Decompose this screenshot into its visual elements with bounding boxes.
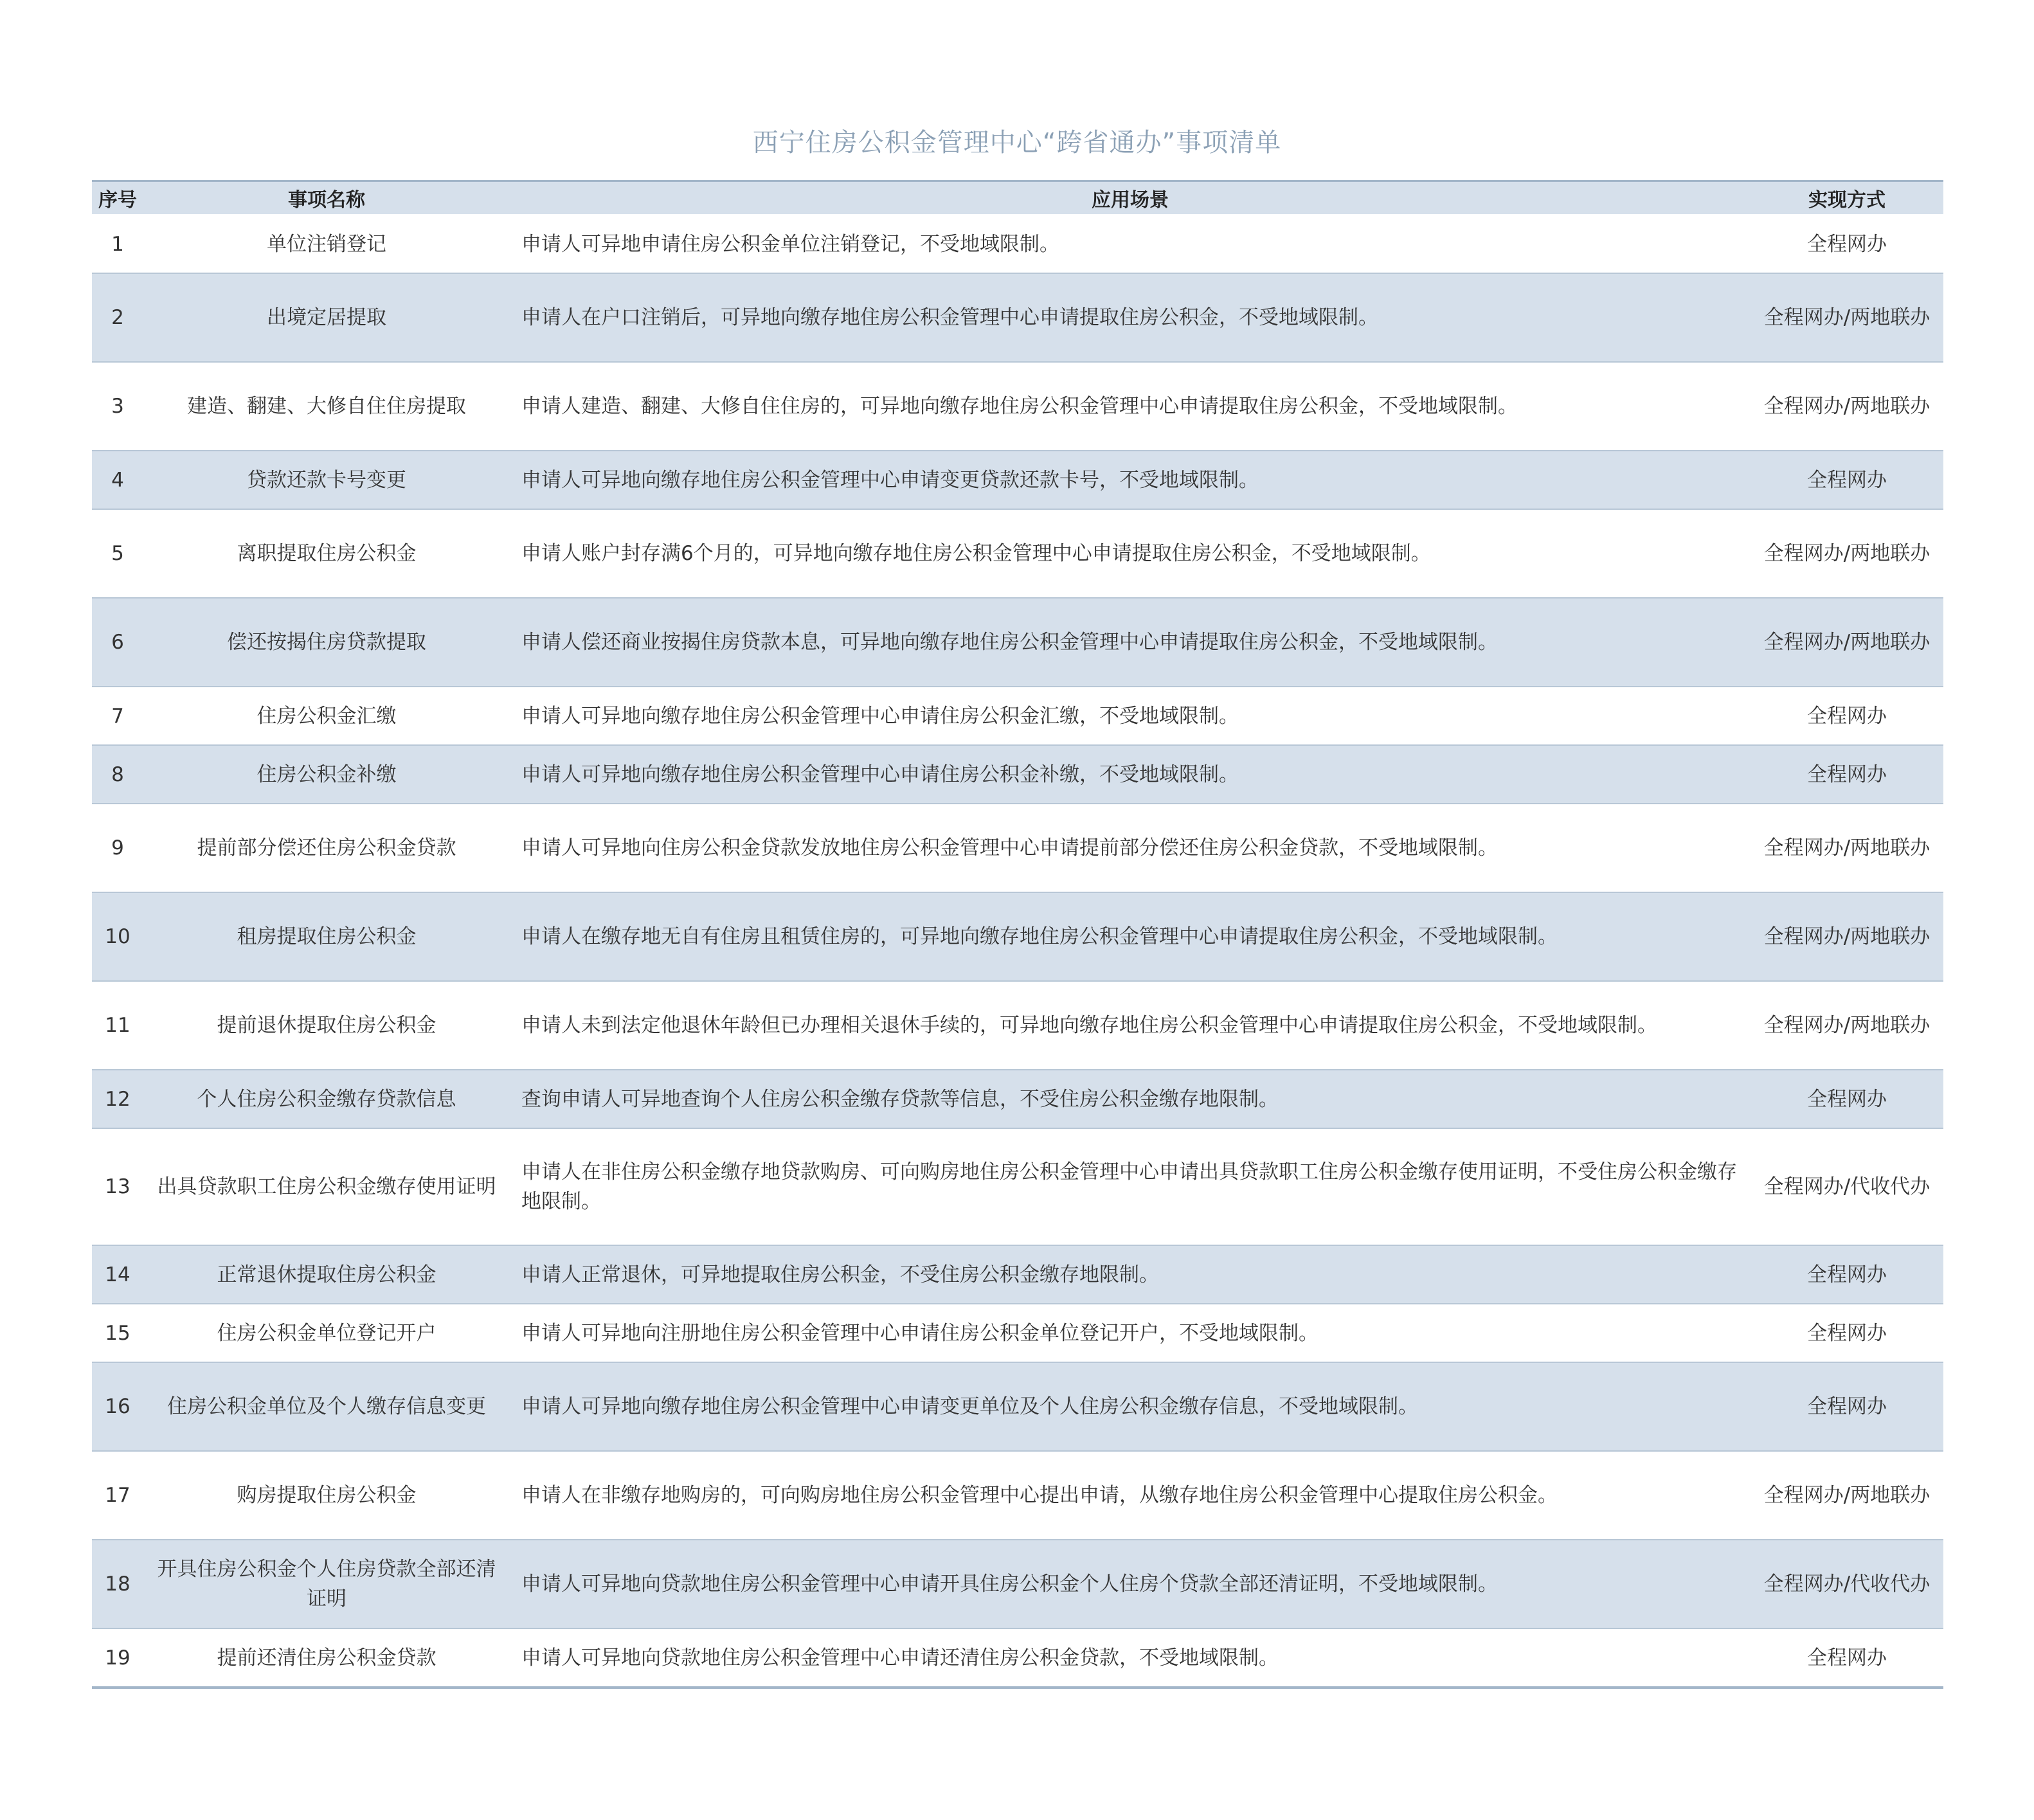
row-scene: 申请人可异地向缴存地住房公积金管理中心申请变更贷款还款卡号，不受地域限制。 xyxy=(510,451,1751,509)
table-row xyxy=(92,598,1943,687)
row-method: 全程网办 xyxy=(1751,1070,1943,1128)
row-name: 提前还清住房公积金贷款 xyxy=(143,1628,510,1688)
row-method: 全程网办 xyxy=(1751,1628,1943,1688)
row-method: 全程网办 xyxy=(1751,745,1943,804)
row-method: 全程网办/代收代办 xyxy=(1751,1540,1943,1628)
row-method: 全程网办/两地联办 xyxy=(1751,892,1943,981)
row-method: 全程网办/两地联办 xyxy=(1751,362,1943,451)
row-method: 全程网办/两地联办 xyxy=(1751,598,1943,687)
row-method: 全程网办 xyxy=(1751,1304,1943,1362)
row-name: 住房公积金汇缴 xyxy=(143,687,510,745)
row-name: 出境定居提取 xyxy=(143,273,510,362)
table-row xyxy=(92,892,1943,981)
header-row xyxy=(92,181,1943,215)
row-no: 17 xyxy=(92,1451,143,1540)
row-scene: 申请人在非住房公积金缴存地贷款购房、可向购房地住房公积金管理中心申请出具贷款职工住房公积金缴存使用证明，不受住房公积金缴存地限制。 xyxy=(510,1128,1751,1245)
table-row xyxy=(92,745,1943,804)
matters-table xyxy=(92,180,1943,1689)
row-scene: 申请人建造、翻建、大修自住住房的，可异地向缴存地住房公积金管理中心申请提取住房公积金，不受地域限制。 xyxy=(510,362,1751,451)
table-row xyxy=(92,1245,1943,1304)
row-method: 全程网办/两地联办 xyxy=(1751,804,1943,892)
row-method: 全程网办/代收代办 xyxy=(1751,1128,1943,1245)
row-scene: 申请人可异地向缴存地住房公积金管理中心申请住房公积金汇缴，不受地域限制。 xyxy=(510,687,1751,745)
row-scene: 申请人在缴存地无自有住房且租赁住房的，可异地向缴存地住房公积金管理中心申请提取住房公积金，不受地域限制。 xyxy=(510,892,1751,981)
row-name: 购房提取住房公积金 xyxy=(143,1451,510,1540)
row-no: 9 xyxy=(92,804,143,892)
table-row xyxy=(92,509,1943,598)
row-name: 住房公积金单位及个人缴存信息变更 xyxy=(143,1362,510,1451)
row-no: 18 xyxy=(92,1540,143,1628)
row-scene: 申请人在户口注销后，可异地向缴存地住房公积金管理中心申请提取住房公积金，不受地域限制。 xyxy=(510,273,1751,362)
page-title: 西宁住房公积金管理中心“跨省通办”事项清单 xyxy=(752,128,1282,158)
row-name: 住房公积金补缴 xyxy=(143,745,510,804)
table-row xyxy=(92,1304,1943,1362)
table-row xyxy=(92,1451,1943,1540)
row-name: 提前部分偿还住房公积金贷款 xyxy=(143,804,510,892)
header-name: 事项名称 xyxy=(143,181,510,215)
table-header xyxy=(92,181,1943,215)
row-name: 建造、翻建、大修自住住房提取 xyxy=(143,362,510,451)
table-body xyxy=(92,215,1943,1688)
header-no: 序号 xyxy=(92,181,143,215)
row-scene: 申请人偿还商业按揭住房贷款本息，可异地向缴存地住房公积金管理中心申请提取住房公积金，不受地域限制。 xyxy=(510,598,1751,687)
row-no: 14 xyxy=(92,1245,143,1304)
table-row xyxy=(92,804,1943,892)
row-scene: 申请人可异地向贷款地住房公积金管理中心申请开具住房公积金个人住房个贷款全部还清证明，不受地域限制。 xyxy=(510,1540,1751,1628)
row-scene: 查询申请人可异地查询个人住房公积金缴存贷款等信息，不受住房公积金缴存地限制。 xyxy=(510,1070,1751,1128)
row-name: 开具住房公积金个人住房贷款全部还清证明 xyxy=(143,1540,510,1628)
row-method: 全程网办 xyxy=(1751,1245,1943,1304)
table-row xyxy=(92,1070,1943,1128)
row-method: 全程网办 xyxy=(1751,1362,1943,1451)
row-no: 19 xyxy=(92,1628,143,1688)
table-row xyxy=(92,1362,1943,1451)
row-name: 提前退休提取住房公积金 xyxy=(143,981,510,1070)
row-name: 租房提取住房公积金 xyxy=(143,892,510,981)
row-no: 12 xyxy=(92,1070,143,1128)
row-scene: 申请人可异地向贷款地住房公积金管理中心申请还清住房公积金贷款，不受地域限制。 xyxy=(510,1628,1751,1688)
row-name: 偿还按揭住房贷款提取 xyxy=(143,598,510,687)
table-row xyxy=(92,1540,1943,1628)
row-method: 全程网办/两地联办 xyxy=(1751,509,1943,598)
row-no: 5 xyxy=(92,509,143,598)
row-no: 16 xyxy=(92,1362,143,1451)
row-method: 全程网办/两地联办 xyxy=(1751,1451,1943,1540)
row-no: 6 xyxy=(92,598,143,687)
table-row xyxy=(92,362,1943,451)
row-name: 个人住房公积金缴存贷款信息 xyxy=(143,1070,510,1128)
row-no: 10 xyxy=(92,892,143,981)
row-scene: 申请人账户封存满6个月的，可异地向缴存地住房公积金管理中心申请提取住房公积金，不受地域限制。 xyxy=(510,509,1751,598)
row-no: 13 xyxy=(92,1128,143,1245)
row-no: 7 xyxy=(92,687,143,745)
row-name: 离职提取住房公积金 xyxy=(143,509,510,598)
row-no: 3 xyxy=(92,362,143,451)
row-name: 住房公积金单位登记开户 xyxy=(143,1304,510,1362)
row-scene: 申请人在非缴存地购房的，可向购房地住房公积金管理中心提出申请，从缴存地住房公积金管理中心提取住房公积金。 xyxy=(510,1451,1751,1540)
row-no: 15 xyxy=(92,1304,143,1362)
row-method: 全程网办 xyxy=(1751,451,1943,509)
table-row xyxy=(92,687,1943,745)
row-method: 全程网办 xyxy=(1751,687,1943,745)
row-no: 2 xyxy=(92,273,143,362)
row-name: 正常退休提取住房公积金 xyxy=(143,1245,510,1304)
row-no: 1 xyxy=(92,215,143,273)
row-no: 8 xyxy=(92,745,143,804)
row-method: 全程网办/两地联办 xyxy=(1751,981,1943,1070)
row-scene: 申请人正常退休，可异地提取住房公积金，不受住房公积金缴存地限制。 xyxy=(510,1245,1751,1304)
table-row xyxy=(92,451,1943,509)
table-row xyxy=(92,1628,1943,1688)
row-scene: 申请人可异地向注册地住房公积金管理中心申请住房公积金单位登记开户，不受地域限制。 xyxy=(510,1304,1751,1362)
row-name: 贷款还款卡号变更 xyxy=(143,451,510,509)
row-method: 全程网办 xyxy=(1751,215,1943,273)
table-row xyxy=(92,273,1943,362)
row-scene: 申请人可异地向缴存地住房公积金管理中心申请变更单位及个人住房公积金缴存信息，不受地域限制。 xyxy=(510,1362,1751,1451)
table-row xyxy=(92,1128,1943,1245)
row-scene: 申请人可异地申请住房公积金单位注销登记，不受地域限制。 xyxy=(510,215,1751,273)
row-no: 11 xyxy=(92,981,143,1070)
row-no: 4 xyxy=(92,451,143,509)
row-scene: 申请人可异地向住房公积金贷款发放地住房公积金管理中心申请提前部分偿还住房公积金贷款，不受地域限制。 xyxy=(510,804,1751,892)
row-scene: 申请人可异地向缴存地住房公积金管理中心申请住房公积金补缴，不受地域限制。 xyxy=(510,745,1751,804)
table-row xyxy=(92,981,1943,1070)
table-row xyxy=(92,215,1943,273)
row-method: 全程网办/两地联办 xyxy=(1751,273,1943,362)
header-scene: 应用场景 xyxy=(510,181,1751,215)
row-name: 单位注销登记 xyxy=(143,215,510,273)
header-method: 实现方式 xyxy=(1751,181,1943,215)
row-scene: 申请人未到法定他退休年龄但已办理相关退休手续的，可异地向缴存地住房公积金管理中心申请提取住房公积金，不受地域限制。 xyxy=(510,981,1751,1070)
row-name: 出具贷款职工住房公积金缴存使用证明 xyxy=(143,1128,510,1245)
